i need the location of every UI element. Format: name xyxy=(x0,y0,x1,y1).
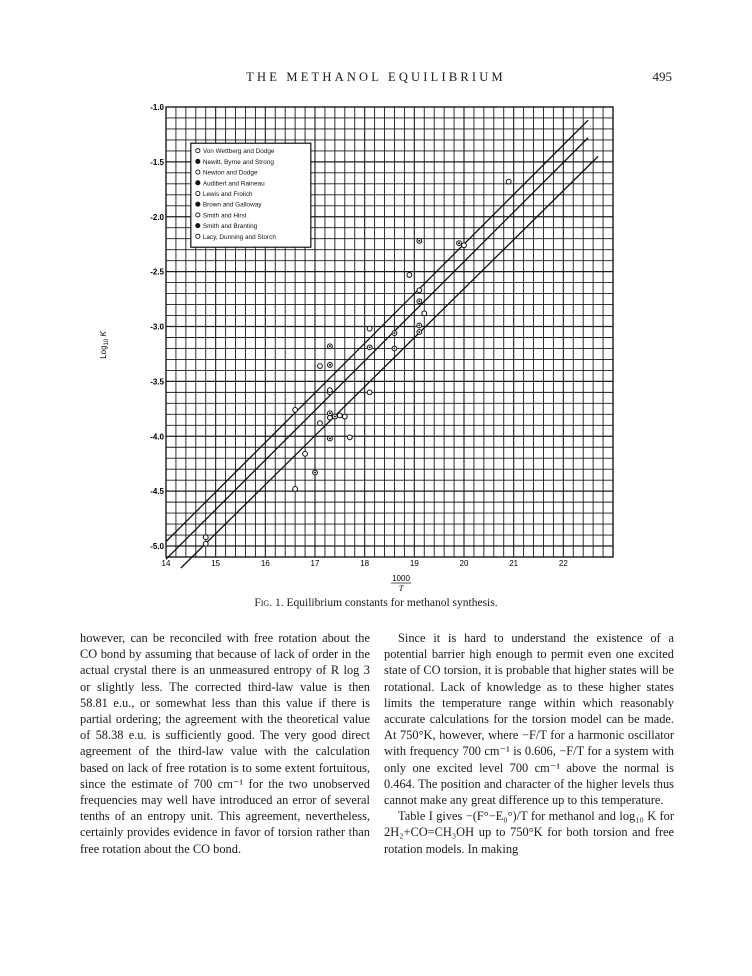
caption-text: Equilibrium constants for methanol synthesis. xyxy=(286,597,498,609)
data-point xyxy=(293,487,298,492)
right-column xyxy=(384,630,674,857)
legend-marker xyxy=(196,202,200,206)
figure-caption xyxy=(0,597,752,609)
data-point xyxy=(347,435,352,440)
y-tick-label: -3.0 xyxy=(150,322,164,332)
data-point-center xyxy=(418,240,420,242)
data-point-center xyxy=(329,412,331,414)
data-point-center xyxy=(334,416,336,418)
data-point-center xyxy=(418,331,420,333)
y-tick-label: -1.5 xyxy=(150,157,164,167)
legend-entry: Lacy, Dunning and Storch xyxy=(202,233,276,241)
data-point xyxy=(462,243,467,248)
data-point xyxy=(407,273,412,278)
data-point-center xyxy=(393,332,395,334)
y-axis-label: Log$_{10}$ K xyxy=(99,331,110,359)
legend-entry: Brown and Galloway xyxy=(202,201,262,209)
x-axis-label-numerator: 1000 xyxy=(392,574,410,583)
page-number: 495 xyxy=(652,69,672,84)
legend-marker xyxy=(196,159,200,163)
x-tick-label: 19 xyxy=(409,559,419,568)
legend-entry: Smith and Hirst xyxy=(202,212,247,220)
data-point-center xyxy=(329,345,331,347)
right-paragraph-1: Since it is hard to understand the existence of a potential barrier high enough to permit even one excited state of CO torsion, it is probable that higher states will be rotational. Lack of knowledge as to these higher states limits the temperature range within which reasonably accurate calculations for the torsion model can be made. At 750°K, however, where −F/T for a harmonic oscillator with frequency 700 cm⁻¹ is 0.606, −F/T for a system with only one excited level 700 cm⁻¹ above the normal is 0.464. The position and character of the higher levels thus cannot make any great difference up to this temperature. xyxy=(384,631,674,808)
left-column xyxy=(80,630,370,857)
legend-marker xyxy=(196,224,200,228)
data-point-center xyxy=(329,364,331,366)
y-tick-label: -4.5 xyxy=(150,487,164,497)
data-point-center xyxy=(393,347,395,349)
data-point xyxy=(318,364,323,369)
figure-1 xyxy=(99,95,618,593)
legend xyxy=(191,143,311,247)
x-tick-label: 17 xyxy=(310,559,320,568)
data-point xyxy=(337,413,342,418)
legend-entry: Lewis and Frolich xyxy=(202,191,253,199)
x-tick-label: 21 xyxy=(509,559,519,568)
data-point xyxy=(328,388,333,393)
data-point-center xyxy=(418,300,420,302)
data-point xyxy=(367,390,372,395)
x-tick-label: 16 xyxy=(260,559,270,568)
caption-label: Fig. 1. xyxy=(254,597,284,609)
legend-entry: Von Wettberg and Dodge xyxy=(202,148,275,156)
y-tick-label: -1.0 xyxy=(150,103,164,112)
legend-entry: Audibert and Raineau xyxy=(202,180,265,188)
legend-marker xyxy=(196,213,200,217)
data-point xyxy=(303,451,308,456)
x-tick-label: 22 xyxy=(558,559,568,568)
data-point-center xyxy=(458,242,460,244)
legend-marker xyxy=(196,170,200,174)
data-point xyxy=(293,408,298,413)
data-point xyxy=(422,311,427,316)
y-tick-label: -5.0 xyxy=(150,542,164,552)
data-point xyxy=(203,541,208,546)
x-axis-label-denominator: T xyxy=(398,584,404,593)
x-tick-label: 20 xyxy=(459,559,469,568)
chart-svg xyxy=(99,95,618,593)
right-paragraph-2: Table I gives −(F°−E₀°)/T for methanol and log₁₀ K for 2H₂+CO=CH₃OH up to 750°K for both torsion and free rotation models. In making xyxy=(384,809,674,856)
legend-marker xyxy=(196,234,200,238)
running-title: THE METHANOL EQUILIBRIUM xyxy=(246,70,506,84)
legend-entry: Newton and Dodge xyxy=(202,169,258,177)
x-tick-label: 18 xyxy=(360,559,370,568)
data-point-center xyxy=(329,437,331,439)
left-paragraph: however, can be reconciled with free rotation about the CO bond by assuming that because of lack of order in the actual crystal there is an unmeasured entropy of R log 3 or slightly less. The corrected third-law value is then 58.81 e.u., or somewhat less than this value if there is partial ordering; the agreement with the theoretical value of 58.38 e.u. is sufficiently good. The very good direct agreement of the third-law value with the calculation based on lack of free rotation is to some extent fortuitous, since the estimate of 700 cm⁻¹ for the two unobserved frequencies may well have introduced an error of several tenths of an entropy unit. This agreement, nevertheless, certainly provides evidence in favor of torsion rather than free rotation about the CO bond. xyxy=(80,631,370,856)
data-point-center xyxy=(418,324,420,326)
running-head xyxy=(0,70,752,90)
legend-marker xyxy=(196,191,200,195)
legend-entry: Newitt, Byrne and Strong xyxy=(202,158,274,166)
data-point xyxy=(342,414,347,419)
y-tick-label: -4.0 xyxy=(150,432,164,442)
legend-entry: Smith and Branting xyxy=(202,223,258,231)
data-point xyxy=(367,326,372,331)
x-tick-label: 14 xyxy=(161,559,171,568)
legend-marker xyxy=(196,149,200,153)
y-tick-label: -3.5 xyxy=(150,377,164,387)
data-point-center xyxy=(314,471,316,473)
data-point xyxy=(506,179,511,184)
y-tick-label: -2.5 xyxy=(150,267,164,277)
data-point-center xyxy=(369,346,371,348)
data-point xyxy=(203,535,208,540)
y-tick-label: -2.0 xyxy=(150,212,164,222)
legend-marker xyxy=(196,181,200,185)
data-point xyxy=(417,288,422,293)
x-tick-label: 15 xyxy=(211,559,221,568)
data-point xyxy=(318,421,323,426)
